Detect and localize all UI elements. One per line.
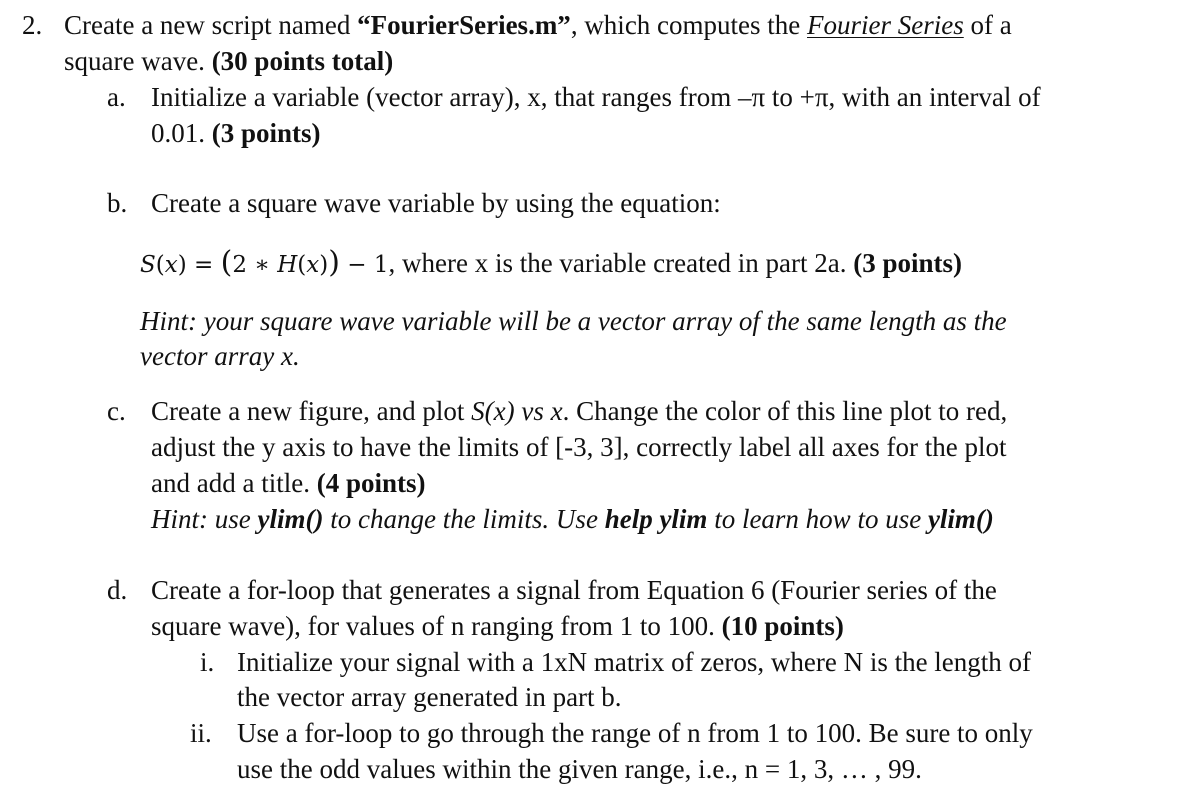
part-d-line-2: square wave), for values of n ranging from 1 to 100. (10 points) bbox=[151, 611, 844, 641]
part-b-hint-line-2: vector array x. bbox=[140, 341, 300, 371]
part-d-marker: d. bbox=[107, 575, 128, 605]
part-d-points: (10 points) bbox=[721, 611, 844, 641]
question-2-line-2: square wave. (30 points total) bbox=[64, 46, 394, 76]
part-c-line-3: and add a title. (4 points) bbox=[151, 468, 426, 498]
total-points: (30 points total) bbox=[211, 46, 394, 76]
part-b-points: (3 points) bbox=[853, 248, 963, 278]
part-a-line-2: 0.01. (3 points) bbox=[151, 118, 321, 148]
part-c-hint: Hint: use ylim() to change the limits. Use help ylim to learn how to use ylim() bbox=[151, 504, 994, 534]
question-number: 2. bbox=[22, 10, 43, 40]
part-a-marker: a. bbox=[107, 82, 126, 112]
part-c-line-2: adjust the y axis to have the limits of [-3, 3], correctly label all axes for the plot bbox=[151, 432, 1007, 462]
subpart-ii-line-1: Use a for-loop to go through the range of n from 1 to 100. Be sure to only bbox=[237, 718, 1033, 748]
subpart-i-marker: i. bbox=[200, 647, 215, 677]
part-c-line-1: Create a new figure, and plot S(x) vs x. Change the color of this line plot to red, bbox=[151, 396, 1008, 426]
part-c-points: (4 points) bbox=[316, 468, 426, 498]
part-a-line-1: Initialize a variable (vector array), x, that ranges from –π to +π, with an interval of bbox=[151, 82, 1041, 112]
subpart-ii-line-2: use the odd values within the given range, i.e., n = 1, 3, … , 99. bbox=[237, 754, 922, 784]
script-filename: “FourierSeries.m” bbox=[357, 10, 571, 40]
part-b-hint-line-1: Hint: your square wave variable will be a vector array of the same length as the bbox=[140, 306, 1007, 336]
subpart-i-line-2: the vector array generated in part b. bbox=[237, 682, 622, 712]
subpart-i-line-1: Initialize your signal with a 1xN matrix of zeros, where N is the length of bbox=[237, 647, 1032, 677]
part-d-line-1: Create a for-loop that generates a signal from Equation 6 (Fourier series of the bbox=[151, 575, 997, 605]
part-b-marker: b. bbox=[107, 188, 128, 218]
part-a-points: (3 points) bbox=[211, 118, 321, 148]
part-c-marker: c. bbox=[107, 396, 126, 426]
fourier-series-link[interactable]: Fourier Series bbox=[807, 10, 964, 40]
square-wave-equation: S(x) = (2 ∗ H(x)) − 1, where x is the variable created in part 2a. (3 points) bbox=[140, 245, 963, 280]
question-2-line-1: Create a new script named “FourierSeries.m”, which computes the Fourier Series of a bbox=[64, 10, 1012, 40]
part-b-line-1: Create a square wave variable by using the equation: bbox=[151, 188, 721, 218]
subpart-ii-marker: ii. bbox=[190, 718, 212, 748]
